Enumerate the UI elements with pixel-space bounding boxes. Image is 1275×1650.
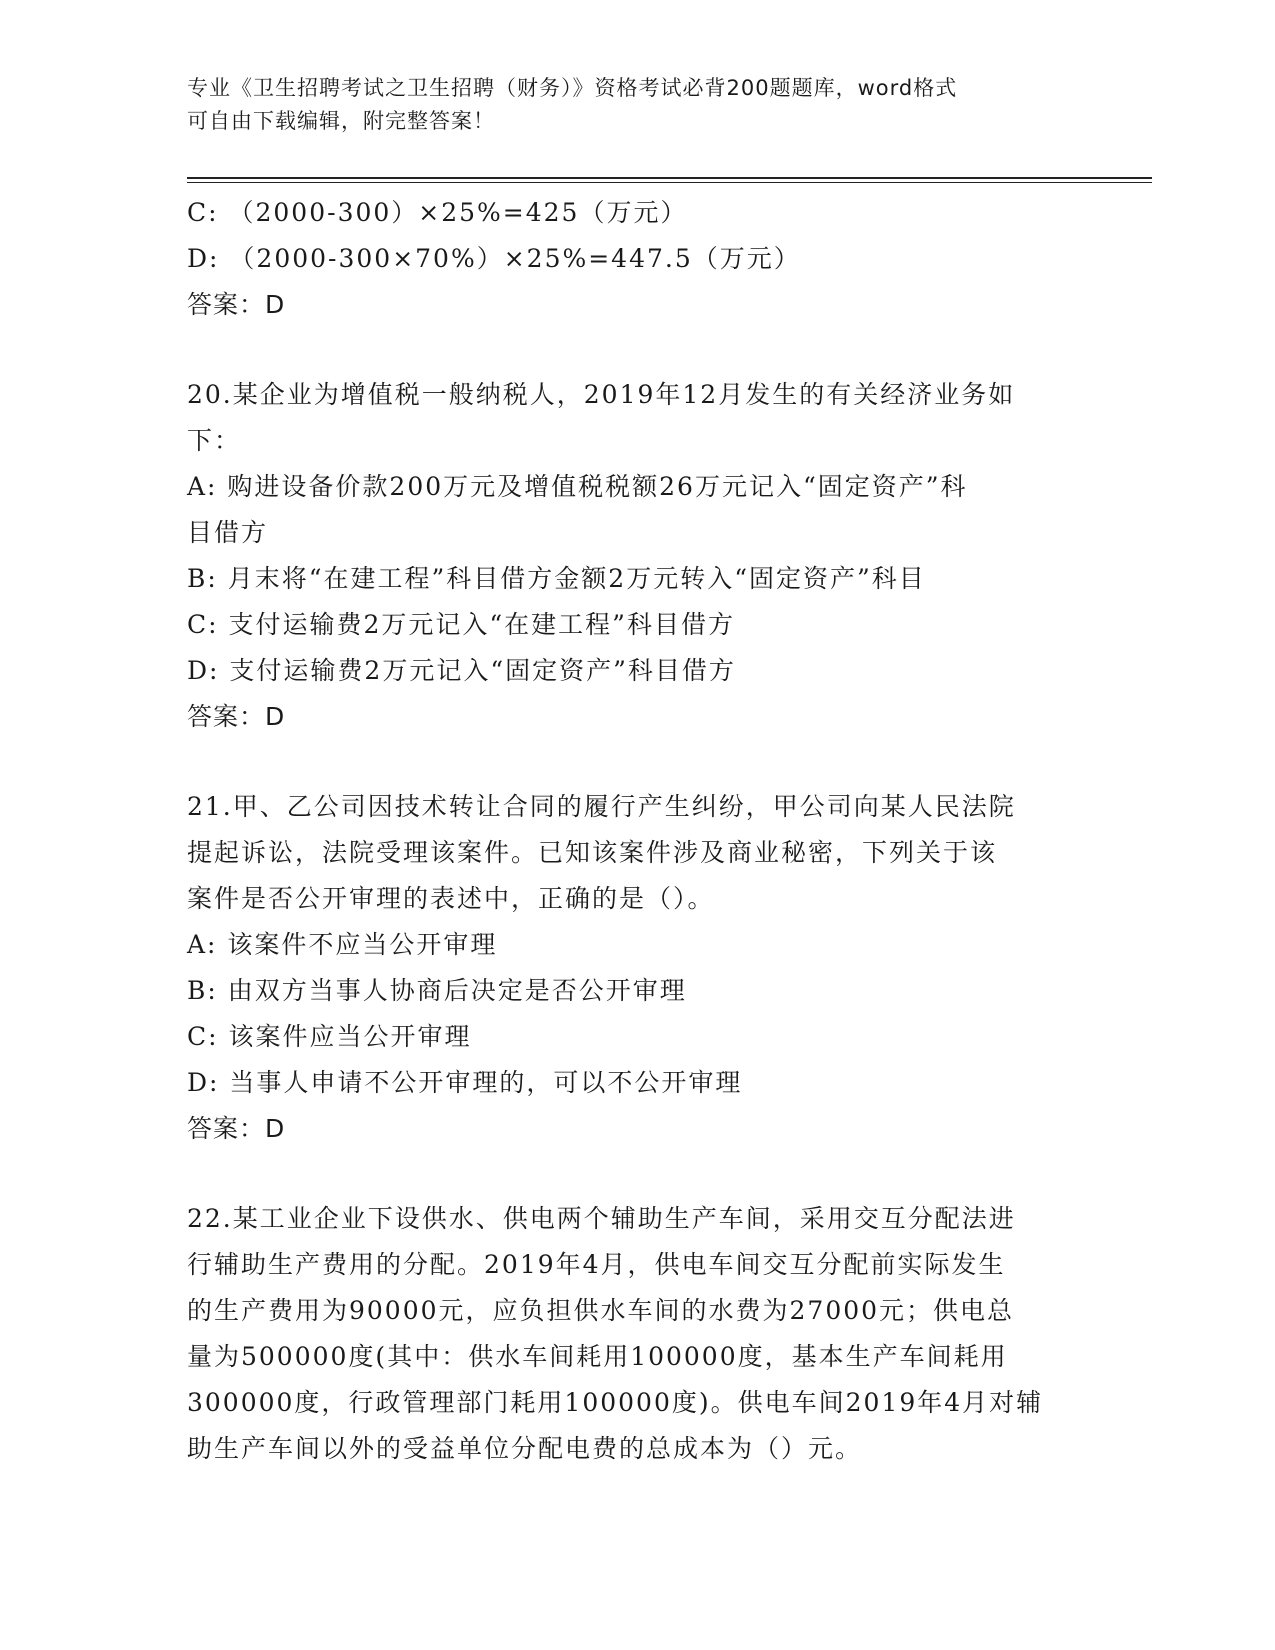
document-body (187, 190, 1107, 1472)
header-divider-thin (187, 182, 1152, 183)
question-stem-line: 的生产费用为90000元，应负担供水车间的水费为27000元；供电总 (187, 1296, 1015, 1325)
header-title-line-1: 专业《卫生招聘考试之卫生招聘（财务）》资格考试必背200题题库，word格式 (187, 76, 958, 100)
question-stem-line: 22.某工业企业下设供水、供电两个辅助生产车间，采用交互分配法进 (187, 1204, 1016, 1233)
option-line: D: 支付运输费2万元记入“固定资产”科目借方 (187, 656, 736, 685)
option-line: C: 该案件应当公开审理 (187, 1022, 472, 1051)
question-stem-line: 提起诉讼，法院受理该案件。已知该案件涉及商业秘密，下列关于该 (187, 838, 998, 867)
option-line: C: 支付运输费2万元记入“在建工程”科目借方 (187, 610, 735, 639)
option-line: A: 该案件不应当公开审理 (187, 930, 498, 959)
question-stem-line: 助生产车间以外的受益单位分配电费的总成本为（）元。 (187, 1434, 863, 1463)
question-stem-line: 300000度，行政管理部门耗用100000度)。供电车间2019年4月对辅 (187, 1388, 1044, 1417)
header-title-line-2: 可自由下载编辑，附完整答案！ (187, 109, 495, 133)
option-line: C: （2000-300）×25%=425（万元） (187, 198, 688, 227)
spacer (187, 1152, 1107, 1196)
spacer (187, 328, 1107, 372)
spacer (187, 740, 1107, 784)
question-stem-line: 量为500000度(其中：供水车间耗用100000度，基本生产车间耗用 (187, 1342, 1008, 1371)
option-line: 目借方 (187, 518, 269, 547)
option-line: D: （2000-300×70%）×25%=447.5（万元） (187, 244, 801, 273)
question-stem-line: 下： (187, 426, 242, 455)
option-line: B: 月末将“在建工程”科目借方金额2万元转入“固定资产”科目 (187, 564, 926, 593)
question-stem-line: 21.甲、乙公司因技术转让合同的履行产生纠纷，甲公司向某人民法院 (187, 792, 1016, 821)
option-line: B: 由双方当事人协商后决定是否公开审理 (187, 976, 687, 1005)
answer-line: 答案：D (187, 702, 286, 731)
question-21 (187, 784, 1107, 1152)
question-stem-line: 20.某企业为增值税一般纳税人，2019年12月发生的有关经济业务如 (187, 380, 1016, 409)
header-divider-thick (187, 177, 1152, 179)
option-line: A: 购进设备价款200万元及增值税税额26万元记入“固定资产”科 (187, 472, 968, 501)
document-header (187, 72, 1087, 138)
question-stem-line: 案件是否公开审理的表述中，正确的是（）。 (187, 884, 715, 913)
answer-line: 答案：D (187, 290, 286, 319)
question-20 (187, 372, 1107, 740)
answer-line: 答案：D (187, 1114, 286, 1143)
question-22 (187, 1196, 1107, 1472)
question-stem-line: 行辅助生产费用的分配。2019年4月，供电车间交互分配前实际发生 (187, 1250, 1006, 1279)
previous-question-tail (187, 190, 1107, 328)
option-line: D: 当事人申请不公开审理的，可以不公开审理 (187, 1068, 743, 1097)
